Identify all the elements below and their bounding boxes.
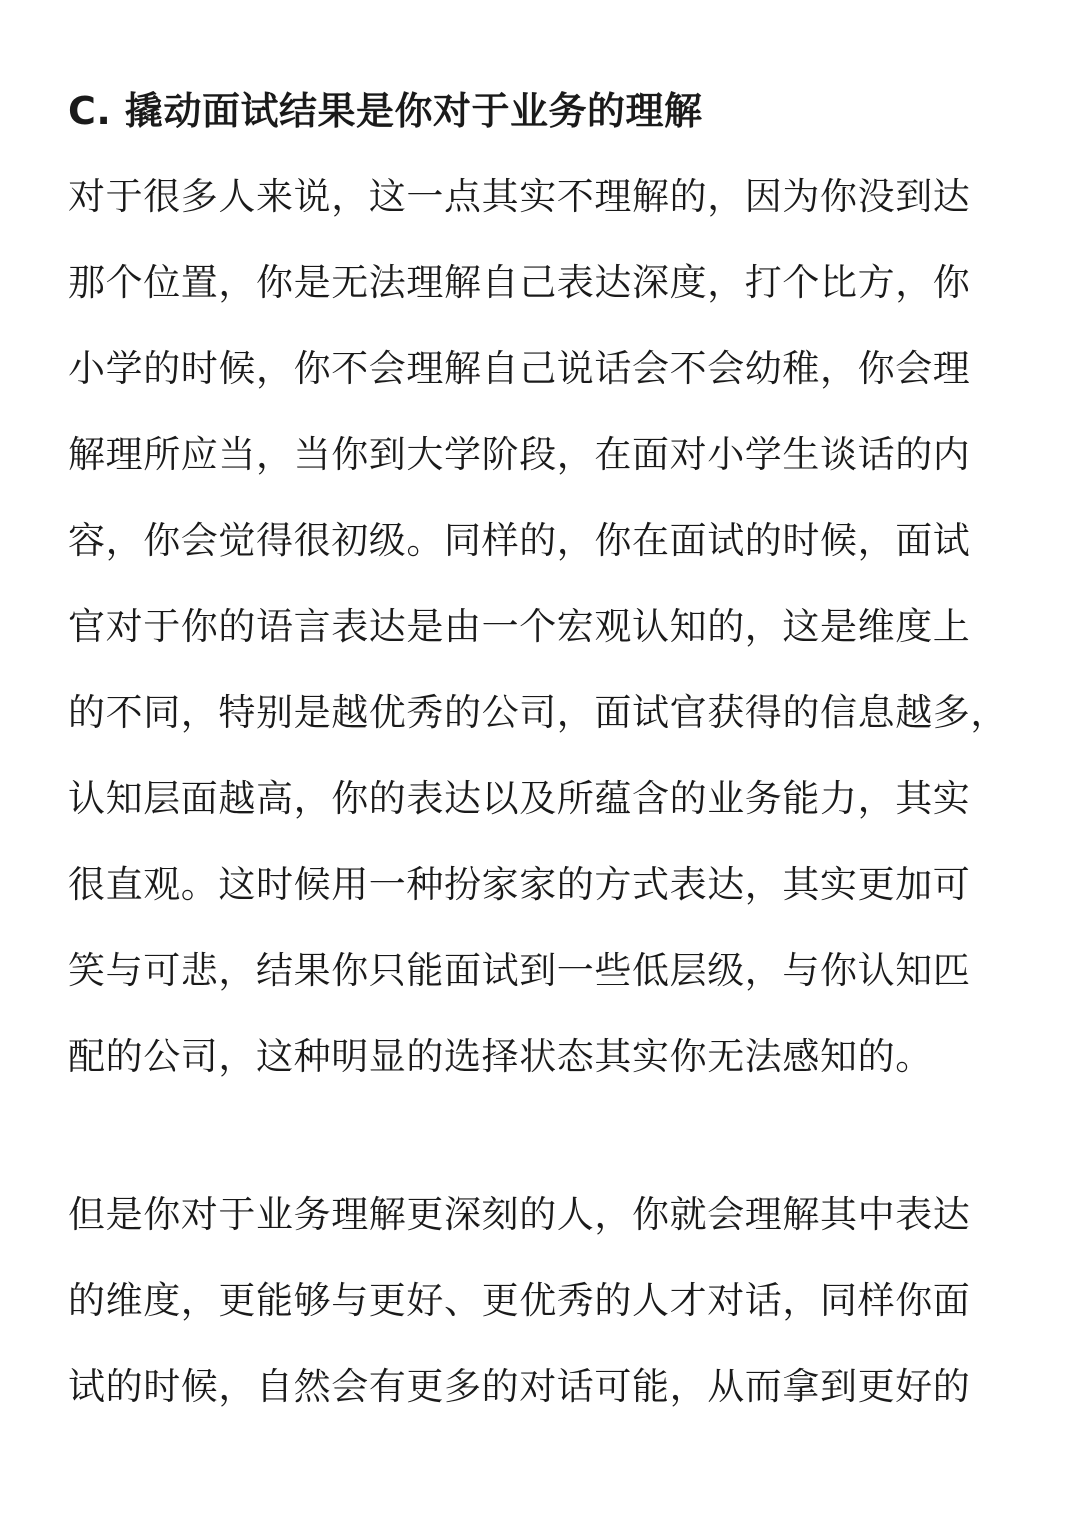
text-line: 官对于你的语言表达是由一个宏观认知的，这是维度上 — [68, 605, 971, 648]
text-line: 认知层面越高，你的表达以及所蕴含的业务能力，其实 — [68, 777, 971, 820]
text-line: 解理所应当，当你到大学阶段，在面对小学生谈话的内 — [68, 433, 971, 476]
text-line: 试的时候，自然会有更多的对话可能，从而拿到更好的 — [68, 1365, 971, 1408]
text-line: 配的公司，这种明显的选择状态其实你无法感知的。 — [68, 1035, 933, 1078]
text-line: 对于很多人来说，这一点其实不理解的，因为你没到达 — [68, 175, 971, 218]
paragraph-1 — [68, 154, 1018, 1100]
text-line: 但是你对于业务理解更深刻的人，你就会理解其中表达 — [68, 1193, 971, 1236]
section-heading: C. 撬动面试结果是你对于业务的理解 — [68, 89, 703, 133]
text-line: 笑与可悲，结果你只能面试到一些低层级，与你认知匹 — [68, 949, 971, 992]
text-line: 的不同，特别是越优秀的公司，面试官获得的信息越多， — [68, 691, 1008, 734]
text-line: 小学的时候，你不会理解自己说话会不会幼稚，你会理 — [68, 347, 971, 390]
text-line: 的维度，更能够与更好、更优秀的人才对话，同样你面 — [68, 1279, 971, 1322]
text-line: 很直观。这时候用一种扮家家的方式表达，其实更加可 — [68, 863, 971, 906]
text-line: 那个位置，你是无法理解自己表达深度，打个比方，你 — [68, 261, 971, 304]
text-line: 容，你会觉得很初级。同样的，你在面试的时候，面试 — [68, 519, 971, 562]
paragraph-2 — [68, 1172, 1018, 1430]
